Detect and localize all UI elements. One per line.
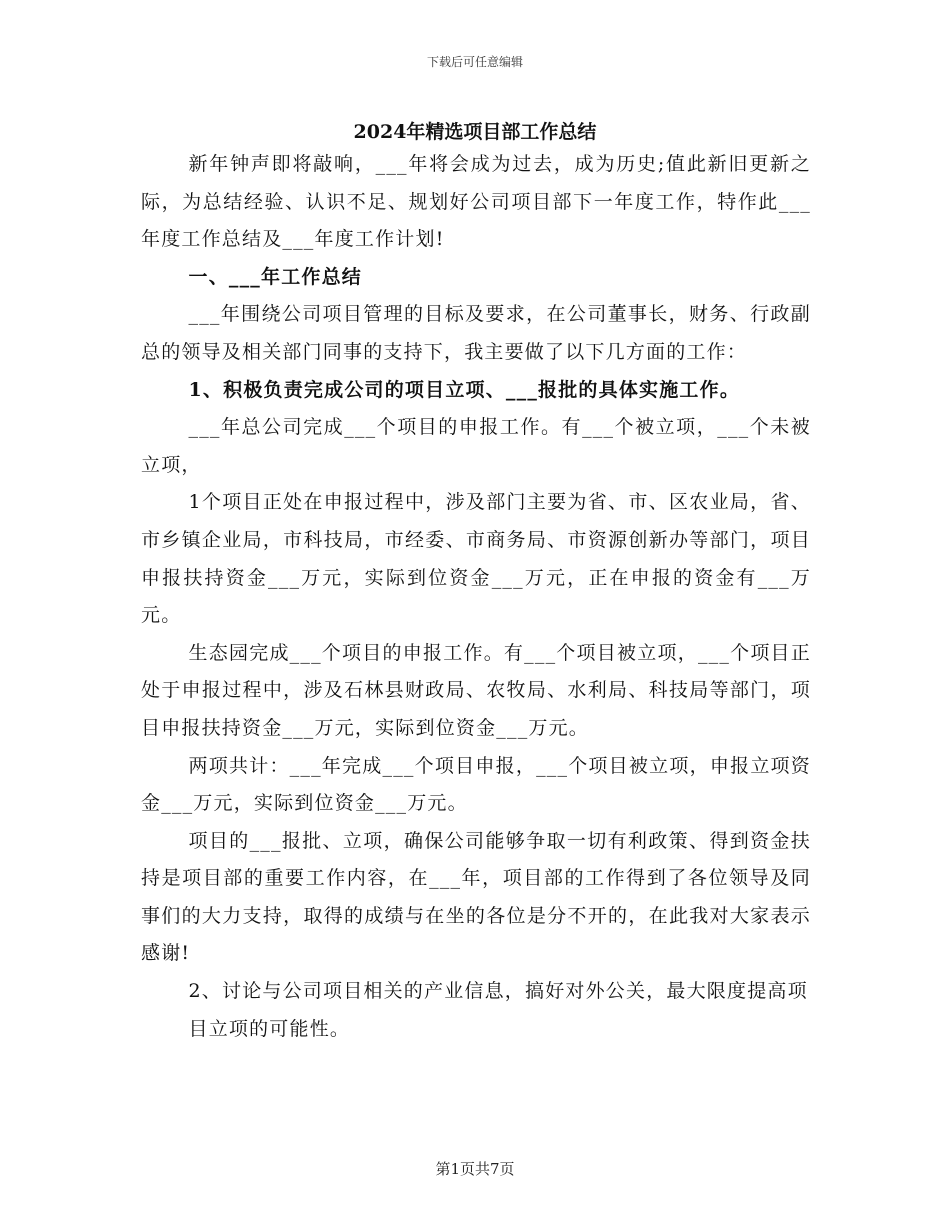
paragraph-thanks: 项目的___报批、立项，确保公司能够争取一切有利政策、得到资金扶持是项目部的重要工作内容，在___年，项目部的工作得到了各位领导及同事们的大力支持，取得的成绩与在坐的各位是分不开的，在此我对大家表示感谢! [141, 829, 811, 965]
subsection-item-2: 2、讨论与公司项目相关的产业信息，搞好对外公关，最大限度提高项 [188, 980, 808, 1003]
paragraph-continuation: 目立项的可能性。 [188, 1017, 351, 1040]
section-heading-1: 一、___年工作总结 [188, 265, 363, 288]
page-number: 第1页共7页 [435, 1160, 515, 1178]
document-body [141, 146, 811, 1048]
paragraph-eco-park: 生态园完成___个项目的申报工作。有___个项目被立项，___个项目正处于申报过程中，涉及石林县财政局、农牧局、水利局、科技局等部门，项目申报扶持资金___万元，实际到位资金___万元。 [141, 641, 811, 739]
paragraph-intro: 新年钟声即将敲响，___年将会成为过去，成为历史;值此新旧更新之际，为总结经验、认识不足、规划好公司项目部下一年度工作，特作此___年度工作总结及___年度工作计划! [141, 153, 811, 251]
paragraph-hq-projects: ___年总公司完成___个项目的申报工作。有___个被立项，___个未被立项， [141, 416, 811, 476]
page-header-note: 下载后可任意编辑 [426, 55, 523, 69]
paragraph-pending-project: 1个项目正处在申报过程中，涉及部门主要为省、市、区农业局，省、市乡镇企业局，市科技局，市经委、市商务局、市资源创新办等部门，项目申报扶持资金___万元，实际到位资金___万元，正在申报的资金有___万元。 [141, 491, 811, 627]
document-title: 2024年精选项目部工作总结 [353, 121, 597, 143]
subsection-heading-1: 1、积极负责完成公司的项目立项、___报批的具体实施工作。 [188, 378, 741, 401]
paragraph-totals: 两项共计：___年完成___个项目申报，___个项目被立项，申报立项资金___万元，实际到位资金___万元。 [141, 754, 811, 815]
paragraph-summary: ___年围绕公司项目管理的目标及要求，在公司董事长，财务、行政副总的领导及相关部门同事的支持下，我主要做了以下几方面的工作： [141, 303, 811, 363]
